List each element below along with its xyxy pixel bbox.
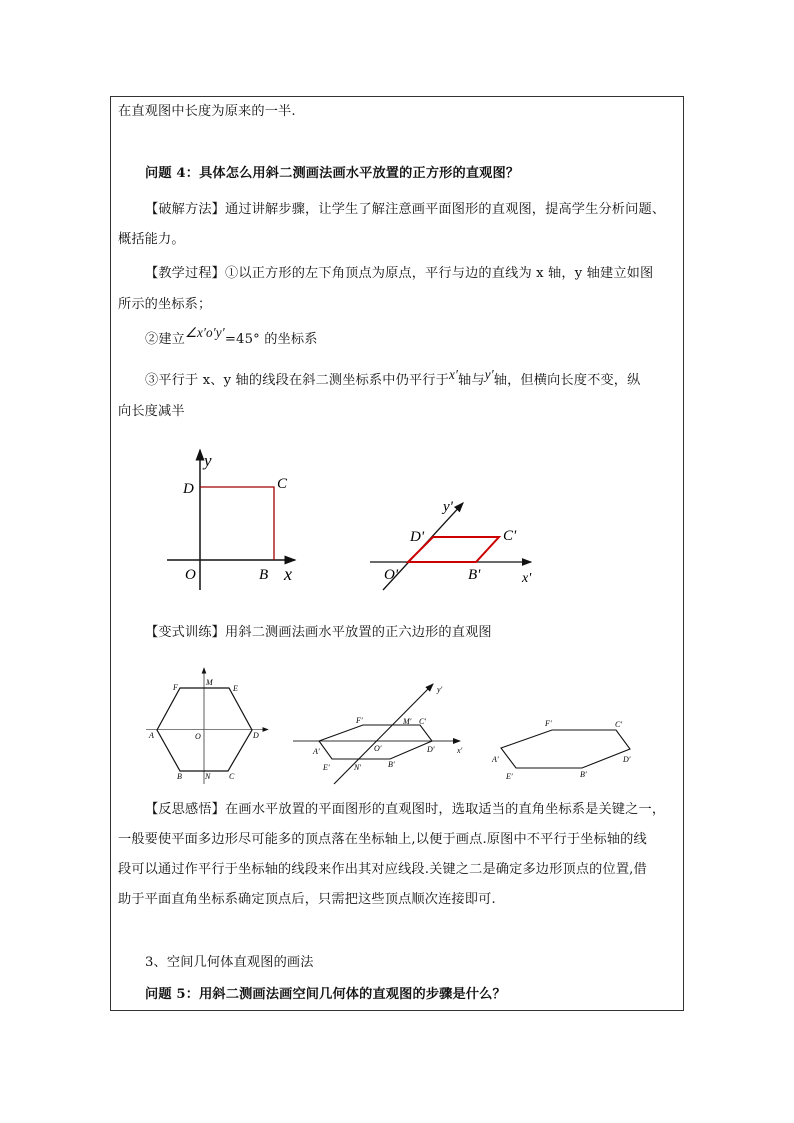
label-y: y xyxy=(204,451,212,470)
angle-formula: ∠x′o′y′ xyxy=(185,325,225,340)
step3-text-b: 轴与 xyxy=(458,373,485,388)
hexagon-original xyxy=(146,668,268,784)
text-line: 在直观图中长度为原来的一半. xyxy=(118,104,296,119)
label-F-prime: F′ xyxy=(356,716,363,725)
label-M-prime: M′ xyxy=(403,717,412,726)
method-line-2: 概括能力。 xyxy=(118,232,185,247)
y-prime: y′ xyxy=(484,367,494,382)
label-D: D xyxy=(253,731,259,740)
hexagon xyxy=(501,730,630,768)
reflect-line-1: 【反思感悟】在画水平放置的平面图形的直观图时，选取适当的直角坐标系是关键之一， xyxy=(145,802,666,817)
label-x: x xyxy=(284,564,292,584)
question-5: 问题 5：用斜二测画法画空间几何体的直观图的步骤是什么？ xyxy=(145,987,506,1002)
label-M: M xyxy=(206,678,213,687)
variant-training: 【变式训练】用斜二测画法画水平放置的正六边形的直观图 xyxy=(145,625,492,640)
label-E: E xyxy=(233,684,238,693)
label-E-prime: E′ xyxy=(506,772,513,781)
label-E-prime: E′ xyxy=(323,763,330,772)
process-line-1: 【教学过程】①以正方形的左下角顶点为原点，平行与边的直线为 x 轴，y 轴建立如图 xyxy=(145,266,654,281)
label-C-prime: C′ xyxy=(419,717,427,726)
section-3-heading: 3、空间几何体直观图的画法 xyxy=(145,955,314,970)
label-B: B xyxy=(177,772,182,781)
x-prime: x′ xyxy=(448,367,459,382)
label-x-prime: x′ xyxy=(457,746,463,755)
label-C: C xyxy=(277,476,288,492)
reflect-line-2: 一般要使平面多边形尽可能多的顶点落在坐标轴上,以便于画点.原图中不平行于坐标轴的线 xyxy=(118,832,647,847)
label-B-prime: B′ xyxy=(388,760,395,769)
label-D: D xyxy=(183,481,194,497)
method-line-1: 【破解方法】通过讲解步骤，让学生了解注意画平面图形的直观图，提高学生分析问题、 xyxy=(145,202,666,217)
square-figure xyxy=(167,450,295,590)
label-F-prime: F′ xyxy=(545,719,552,728)
label-y-prime: y′ xyxy=(437,685,443,694)
label-y-prime: y' xyxy=(443,499,453,515)
step3-text-c: 轴，但横向长度不变，纵 xyxy=(493,373,641,388)
process-line-2: 所示的坐标系； xyxy=(118,297,212,312)
step2-pre: ②建立 xyxy=(145,332,186,347)
label-O: O xyxy=(185,567,196,583)
hexagon-oblique-construction xyxy=(293,684,463,784)
label-B-prime: B' xyxy=(468,567,481,583)
label-O-prime: O′ xyxy=(374,744,382,753)
label-B: B xyxy=(259,567,269,583)
reflect-line-4: 助于平面直角坐标系确定顶点后，只需把这些顶点顺次连接即可. xyxy=(118,892,496,907)
label-D-prime: D′ xyxy=(623,755,631,764)
label-O-prime: O' xyxy=(384,567,399,583)
step2-post: =45° 的坐标系 xyxy=(224,332,318,347)
square-shape xyxy=(200,487,274,560)
question-4: 问题 4：具体怎么用斜二测画法画水平放置的正方形的直观图？ xyxy=(145,166,520,181)
oblique-square-figure xyxy=(370,499,532,590)
label-O: O xyxy=(195,732,201,741)
label-F: F xyxy=(173,683,178,692)
label-C-prime: C' xyxy=(503,528,517,544)
reflect-line-3: 段可以通过作平行于坐标轴的线段来作出其对应线段.关键之二是确定多边形顶点的位置,借 xyxy=(118,862,647,877)
label-A: A xyxy=(149,731,154,740)
label-N-prime: N′ xyxy=(354,763,362,772)
step-3-line-2: 向长度减半 xyxy=(118,404,185,419)
label-A-prime: A′ xyxy=(492,755,499,764)
label-D-prime: D′ xyxy=(427,745,435,754)
label-D-prime: D' xyxy=(410,529,425,545)
label-C: C xyxy=(229,772,235,781)
label-A-prime: A′ xyxy=(313,747,320,756)
label-B-prime: B′ xyxy=(580,770,587,779)
hex2-y-axis xyxy=(334,684,433,784)
hexagon-result xyxy=(491,719,631,781)
label-N: N xyxy=(205,772,211,781)
label-C-prime: C′ xyxy=(615,720,623,729)
label-x-prime: x' xyxy=(522,571,532,586)
step3-text-a: ③平行于 x、y 轴的线段在斜二测坐标系中仍平行于 xyxy=(145,373,449,388)
